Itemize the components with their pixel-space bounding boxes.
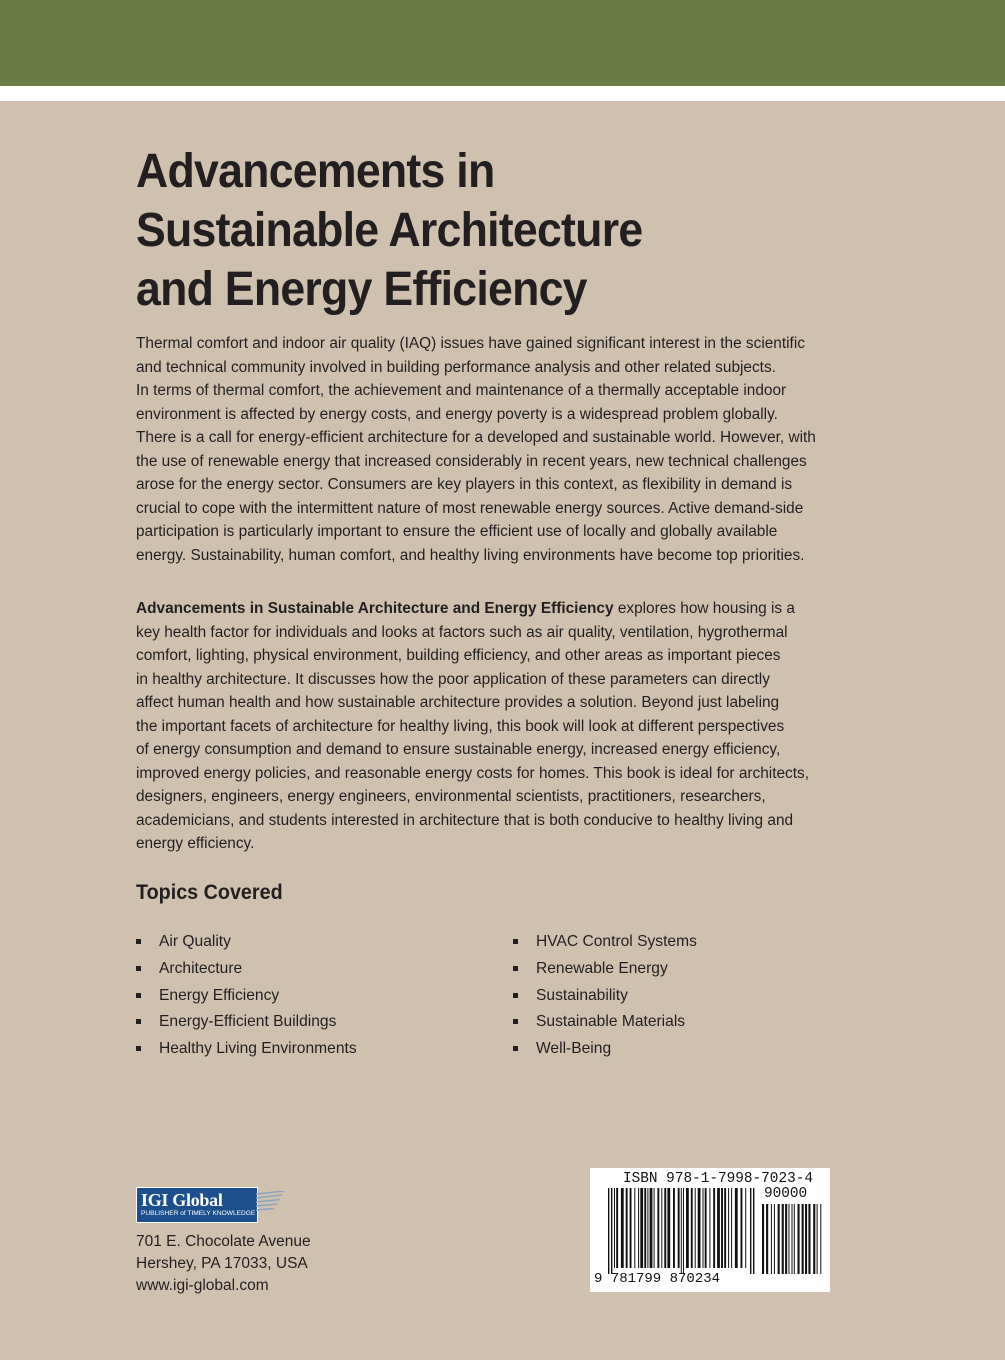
- bullet-icon: [513, 1046, 518, 1051]
- bullet-icon: [513, 939, 518, 944]
- bullet-icon: [136, 993, 141, 998]
- barcode-bar: [771, 1204, 772, 1274]
- barcode-bar: [614, 1188, 615, 1268]
- address-line: 701 E. Chocolate Avenue: [136, 1233, 311, 1250]
- topic-label: Sustainability: [536, 986, 628, 1004]
- barcode-bar: [805, 1204, 807, 1274]
- topic-item: [513, 1010, 697, 1037]
- barcode-bar: [794, 1204, 795, 1274]
- description-paragraph-2: [136, 597, 876, 856]
- bullet-icon: [136, 939, 141, 944]
- barcode-bar: [745, 1188, 746, 1268]
- bullet-icon: [136, 1019, 141, 1024]
- paragraph-line: and technical community involved in building performance analysis and other related subjects.: [136, 358, 776, 376]
- topic-item: [136, 957, 357, 984]
- barcode-bar: [698, 1188, 701, 1268]
- barcode-bar: [785, 1204, 787, 1274]
- barcode-bar: [703, 1188, 704, 1268]
- top-color-band: [0, 0, 1005, 86]
- barcode-bar: [673, 1188, 675, 1268]
- title-line: Sustainable Architecture: [136, 204, 643, 257]
- barcode-bar: [681, 1188, 682, 1274]
- topic-item: [136, 984, 357, 1011]
- paragraph-line: arose for the energy sector. Consumers are key players in this context, as flexibility in demand is: [136, 476, 793, 493]
- barcode-bar: [616, 1188, 618, 1268]
- barcode-bar: [650, 1188, 653, 1268]
- barcode-bar: [657, 1188, 659, 1268]
- barcode-bar: [735, 1188, 738, 1268]
- topics-heading: Topics Covered: [136, 881, 283, 904]
- paragraph-line: the important facets of architecture for healthy living, this book will look at different perspectives: [136, 717, 785, 735]
- barcode-bar: [802, 1204, 804, 1274]
- address-line: www.igi-global.com: [136, 1277, 269, 1294]
- barcode-bar: [774, 1204, 775, 1274]
- topic-item: [513, 930, 697, 957]
- barcode-bar: [667, 1188, 670, 1268]
- barcode-bar: [731, 1188, 732, 1268]
- paragraph-line: participation is particularly important to ensure the efficient use of locally and globally available: [136, 523, 778, 540]
- barcode-bar: [808, 1204, 810, 1274]
- bullet-icon: [513, 993, 518, 998]
- bullet-icon: [513, 966, 518, 971]
- barcode-bar: [654, 1188, 655, 1268]
- barcode-bar: [608, 1188, 609, 1274]
- topic-item: [136, 930, 357, 957]
- barcode-bar: [820, 1204, 821, 1274]
- address-line: Hershey, PA 17033, USA: [136, 1255, 308, 1272]
- publisher-address: [136, 1231, 311, 1297]
- barcode-bar: [621, 1188, 624, 1268]
- barcode-bar: [721, 1188, 723, 1268]
- barcode-bar: [611, 1188, 612, 1274]
- topics-list-left: [136, 930, 357, 1064]
- addon-bars: [762, 1204, 821, 1274]
- barcode-bar: [686, 1188, 689, 1268]
- price-code: 90000: [764, 1186, 808, 1202]
- barcode-bar: [705, 1188, 707, 1268]
- barcode-bar: [753, 1188, 754, 1274]
- paragraph-line: in healthy architecture. It discusses how the poor application of these parameters can directly: [136, 670, 770, 688]
- barcode-bar: [695, 1188, 696, 1268]
- topic-label: Architecture: [159, 959, 243, 977]
- bullet-icon: [513, 1019, 518, 1024]
- barcode-bar: [813, 1204, 815, 1274]
- barcode-bar: [661, 1188, 662, 1268]
- barcode-bar: [664, 1188, 666, 1268]
- barcode-bar: [766, 1204, 768, 1274]
- topic-item: [513, 984, 697, 1011]
- barcode-bar: [778, 1204, 780, 1274]
- topic-label: HVAC Control Systems: [536, 933, 697, 950]
- topic-item: [513, 1037, 697, 1064]
- paragraph-line: the use of renewable energy that increased considerably in recent years, new technical challenges: [136, 452, 807, 470]
- logo-name: IGI Global: [141, 1190, 223, 1210]
- barcode-bar: [724, 1188, 726, 1268]
- bullet-icon: [136, 1046, 141, 1051]
- barcode-bar: [713, 1188, 715, 1268]
- isbn-label: ISBN 978-1-7998-7023-4: [623, 1171, 813, 1187]
- barcode-bar: [750, 1188, 751, 1274]
- barcode-bar: [717, 1188, 720, 1268]
- barcode-bar: [644, 1188, 646, 1268]
- paragraph-line: [136, 597, 876, 621]
- barcode-bar: [709, 1188, 710, 1268]
- logo-swoosh-icon: [256, 1191, 286, 1219]
- barcode-bar: [678, 1188, 680, 1268]
- description-paragraph-1: [136, 332, 876, 567]
- paragraph-line: In terms of thermal comfort, the achievement and maintenance of a thermally acceptable indoor: [136, 382, 787, 399]
- barcode-bar: [798, 1204, 800, 1274]
- barcode-bar: [634, 1188, 635, 1268]
- paragraph-line: energy. Sustainability, human comfort, and healthy living environments have become top priorities.: [136, 546, 805, 564]
- barcode-bar: [817, 1204, 818, 1274]
- barcode-bar: [691, 1188, 693, 1268]
- topics-list-right: [513, 930, 697, 1064]
- topic-label: Healthy Living Environments: [159, 1040, 357, 1058]
- barcode-bar: [640, 1188, 643, 1268]
- barcode-bar: [638, 1188, 639, 1268]
- barcode-bar: [782, 1204, 784, 1274]
- bold-book-title: Advancements in Sustainable Architecture and Energy Efficiency: [136, 600, 614, 617]
- book-title: [136, 142, 806, 319]
- ean-bars: [608, 1188, 754, 1274]
- barcode-bar: [626, 1188, 628, 1268]
- topic-label: Air Quality: [159, 933, 231, 950]
- paragraph-line: environment is affected by energy costs, and energy poverty is a widespread problem globally.: [136, 405, 778, 423]
- topic-item: [136, 1010, 357, 1037]
- paragraph-line: affect human health and how sustainable architecture provides a solution. Beyond just labeling: [136, 694, 780, 711]
- topic-item: [513, 957, 697, 984]
- topic-label: Energy Efficiency: [159, 986, 280, 1004]
- paragraph-line: designers, engineers, energy engineers, environmental scientists, practitioners, researchers,: [136, 788, 766, 805]
- barcode-bar: [728, 1188, 729, 1268]
- topic-label: Sustainable Materials: [536, 1013, 686, 1031]
- isbn-barcode: [590, 1168, 830, 1292]
- topic-label: Energy-Efficient Buildings: [159, 1013, 337, 1031]
- paragraph-line: Thermal comfort and indoor air quality (IAQ) issues have gained significant interest in the scientific: [136, 335, 805, 352]
- paragraph-line: comfort, lighting, physical environment, building efficiency, and other areas as important pieces: [136, 647, 781, 664]
- barcode-bar: [789, 1204, 790, 1274]
- paragraph-line: crucial to cope with the intermittent nature of most renewable energy sources. Active demand-side: [136, 499, 804, 517]
- paragraph-line: improved energy policies, and reasonable energy costs for homes. This book is ideal for architects,: [136, 764, 809, 782]
- topic-label: Well-Being: [536, 1040, 612, 1058]
- topic-item: [136, 1037, 357, 1064]
- topic-label: Renewable Energy: [536, 959, 668, 977]
- barcode-bar: [762, 1204, 764, 1274]
- barcode-bar: [741, 1188, 743, 1268]
- paragraph-line-rest: explores how housing is a: [613, 600, 795, 617]
- barcode-bar: [683, 1188, 684, 1274]
- barcode-bar: [792, 1204, 793, 1274]
- bullet-icon: [136, 966, 141, 971]
- title-line: and Energy Efficiency: [136, 263, 587, 316]
- igi-global-logo: [136, 1187, 286, 1225]
- paragraph-line: key health factor for individuals and looks at factors such as air quality, ventilation, hygrothermal: [136, 623, 788, 641]
- title-line: Advancements in: [136, 145, 495, 198]
- paragraph-line: academicians, and students interested in architecture that is both conducive to healthy living and: [136, 811, 794, 829]
- paragraph-line: There is a call for energy-efficient architecture for a developed and sustainable world. However, with: [136, 429, 816, 446]
- logo-tagline: PUBLISHER of TIMELY KNOWLEDGE: [141, 1210, 256, 1217]
- barcode-bar: [647, 1188, 648, 1268]
- paragraph-line: of energy consumption and demand to ensure sustainable energy, increased energy efficiency,: [136, 741, 781, 758]
- paragraph-line: energy efficiency.: [136, 835, 255, 852]
- barcode-bar: [630, 1188, 632, 1268]
- logo-box: [136, 1187, 258, 1223]
- ean-digits: 9 781799 870234: [594, 1271, 721, 1287]
